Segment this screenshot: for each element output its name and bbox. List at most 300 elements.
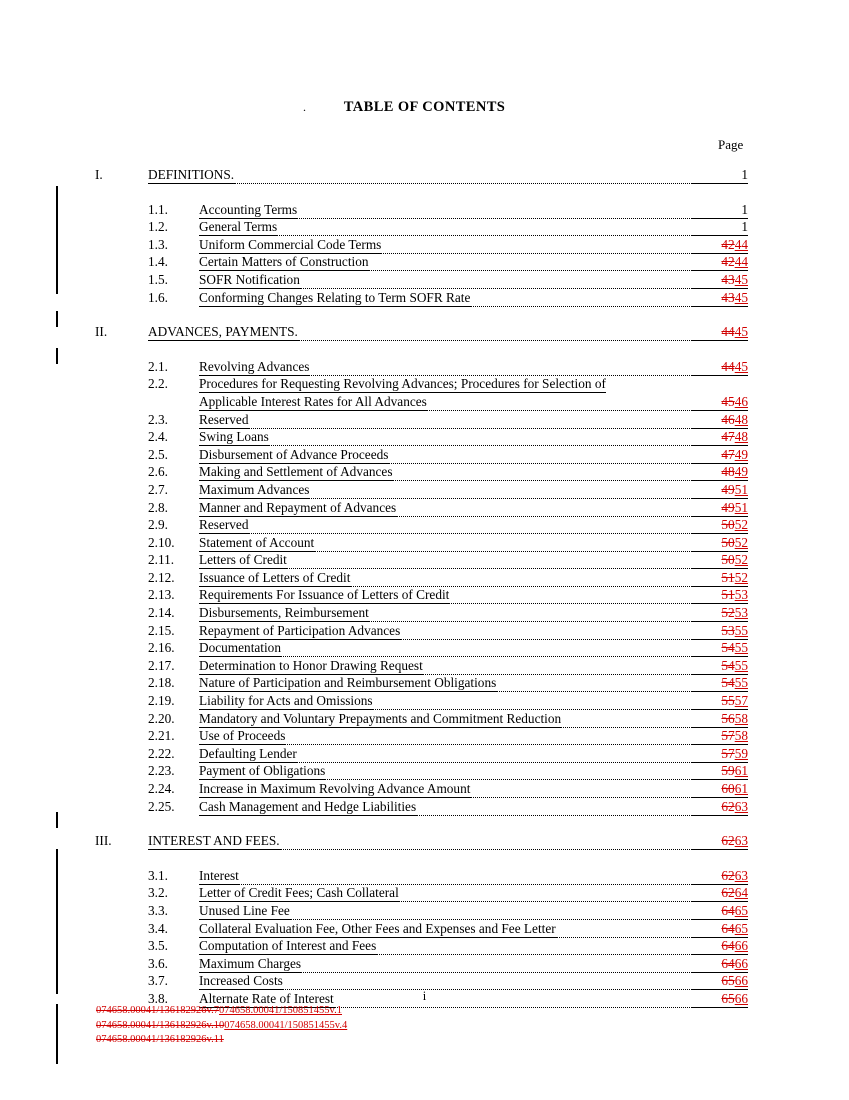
toc-entry-title[interactable]: Conforming Changes Relating to Term SOFR Rate [199, 289, 471, 305]
page-number-deleted: 57 [721, 745, 735, 761]
toc-page-number [692, 623, 748, 640]
toc-entry[interactable] [0, 675, 849, 693]
toc-entry-title[interactable]: Collateral Evaluation Fee, Other Fees and Expenses and Fee Letter [199, 920, 556, 936]
revision-change-bar [56, 1004, 58, 1064]
page-number-deleted: 57 [721, 728, 735, 744]
toc-entry-number: 2.18. [148, 675, 175, 691]
page-number-inserted: 52 [734, 534, 748, 550]
toc-entry-title[interactable]: Increase in Maximum Revolving Advance Amount [199, 781, 471, 796]
toc-entry-number: 2.10. [148, 534, 175, 550]
page-number-deleted: 65 [721, 973, 735, 989]
toc-entry-number: 2.4. [148, 429, 168, 445]
toc-entry-number: 1.1. [148, 201, 168, 217]
page-number-deleted: 54 [721, 640, 735, 656]
toc-entry-title[interactable]: Maximum Charges [199, 955, 302, 971]
page-number-inserted: 45 [734, 324, 748, 340]
toc-entry-number: 3.7. [148, 973, 168, 989]
footer-line-2 [96, 1019, 347, 1034]
toc-page-number [692, 272, 748, 289]
toc-page-number [692, 799, 748, 816]
toc-page-number [692, 833, 748, 850]
toc-entry-number: 2.24. [148, 781, 175, 796]
toc-entry-number: 1.3. [148, 236, 168, 252]
revision-change-bar [56, 348, 58, 364]
table-of-contents [0, 150, 849, 1009]
footer-line-2-new: 074658.00041/150851455v.4 [224, 1019, 348, 1031]
toc-entry[interactable] [0, 552, 849, 570]
toc-page-number [692, 500, 748, 517]
toc-page-number [692, 237, 748, 254]
toc-page-number [692, 482, 748, 499]
toc-entry-title[interactable]: Procedures for Requesting Revolving Advances; Procedures for Selection of [199, 376, 606, 392]
toc-leader-dots [285, 732, 692, 745]
toc-entry[interactable] [0, 921, 849, 939]
page-number-deleted: 49 [721, 481, 735, 497]
toc-entry[interactable] [0, 640, 849, 658]
toc-entry-title[interactable]: Determination to Honor Drawing Request [199, 657, 423, 673]
toc-entry-number: 3.4. [148, 920, 168, 936]
toc-page-number [692, 570, 748, 587]
page-column-header: Page [718, 137, 744, 152]
toc-page-number [692, 693, 748, 710]
toc-page-number [692, 640, 748, 657]
toc-entry-title[interactable]: Maximum Advances [199, 481, 310, 497]
page-number-deleted: 43 [721, 271, 735, 287]
toc-page-number [692, 202, 748, 219]
toc-leader-dots [556, 925, 692, 938]
toc-entry[interactable] [0, 167, 849, 185]
page-number-inserted: 55 [734, 675, 748, 691]
toc-entry[interactable] [0, 254, 849, 272]
toc-entry-number: 2.3. [148, 411, 168, 427]
toc-entry-number: III. [95, 833, 112, 849]
folio-number: i [422, 989, 427, 1003]
toc-entry-title[interactable]: Documentation [199, 640, 281, 656]
toc-entry-number: 1.2. [148, 219, 168, 235]
revision-change-bar [56, 812, 58, 828]
toc-leader-dots [325, 767, 692, 780]
footer-line-3-old: 074658.00041/136182926v.11 [96, 1034, 224, 1045]
toc-entry[interactable] [0, 570, 849, 588]
toc-entry[interactable] [0, 746, 849, 764]
footer-line-2-old: 074658.00041/136182926v.10 [96, 1019, 225, 1031]
toc-entry-title[interactable]: Revolving Advances [199, 358, 310, 374]
page-number-deleted: 62 [721, 885, 735, 901]
toc-entry-number: 3.8. [148, 990, 168, 1006]
page-number-deleted: 64 [721, 938, 735, 954]
toc-entry[interactable] [0, 799, 849, 817]
toc-page-number [692, 359, 748, 376]
page-number-inserted: 44 [734, 254, 748, 270]
toc-entry[interactable] [0, 587, 849, 605]
page-number-inserted: 66 [734, 938, 748, 954]
toc-entry-title[interactable]: Accounting Terms [199, 201, 298, 217]
toc-entry-number: I. [95, 167, 103, 182]
page-number-inserted: 63 [734, 798, 748, 814]
toc-entry-number: 3.5. [148, 938, 168, 954]
page-number-inserted: 49 [734, 464, 748, 480]
toc-leader-dots [314, 539, 692, 552]
toc-entry-number: 2.8. [148, 499, 168, 515]
toc-leader-dots [298, 328, 692, 341]
toc-entry-number: 2.5. [148, 446, 168, 462]
page-number-inserted: 58 [734, 710, 748, 726]
page-number-deleted: 43 [721, 289, 735, 305]
toc-entry[interactable] [0, 781, 849, 799]
toc-entry-number: 2.16. [148, 640, 175, 656]
toc-entry-title[interactable]: Reserved [199, 517, 249, 533]
toc-leader-dots [287, 556, 692, 569]
toc-entry[interactable] [0, 728, 849, 746]
page-number-deleted: 65 [721, 990, 735, 1006]
toc-leader-dots [470, 785, 692, 798]
toc-leader-dots [309, 486, 692, 499]
toc-leader-dots [376, 942, 692, 955]
page-number-inserted: 46 [734, 393, 748, 409]
toc-page-number [692, 324, 748, 341]
toc-entry-number: 2.2. [148, 376, 168, 392]
page-number-inserted: 53 [734, 587, 748, 603]
page-number-deleted: 47 [721, 429, 735, 445]
toc-entry-number: 3.2. [148, 885, 168, 901]
page-number-deleted: 51 [721, 569, 735, 585]
toc-entry-number: 1.6. [148, 289, 168, 305]
toc-page-number [692, 675, 748, 692]
toc-entry-number: 1.5. [148, 271, 168, 287]
page-number-deleted: 49 [721, 499, 735, 515]
page-number-inserted: 45 [734, 271, 748, 287]
toc-entry[interactable] [0, 202, 849, 220]
toc-entry-title[interactable]: Letters of Credit [199, 552, 287, 568]
toc-leader-dots [423, 662, 692, 675]
toc-entry-title[interactable]: Issuance of Letters of Credit [199, 569, 351, 585]
toc-leader-dots [449, 591, 692, 604]
revision-change-bar [56, 849, 58, 994]
toc-entry[interactable] [0, 763, 849, 781]
toc-entry-number: 2.21. [148, 728, 175, 744]
page-number-inserted: 61 [734, 781, 748, 796]
toc-entry-number: II. [95, 324, 108, 340]
page-number-inserted: 65 [734, 920, 748, 936]
toc-entry-title[interactable]: Alternate Rate of Interest [199, 990, 334, 1006]
toc-page-number [692, 956, 748, 973]
toc-page-number [692, 973, 748, 990]
toc-entry-title[interactable]: Reserved [199, 411, 249, 427]
document-footer [96, 1004, 347, 1048]
page-number-deleted: 42 [721, 236, 735, 252]
toc-leader-dots [369, 609, 692, 622]
toc-entry-title[interactable]: Nature of Participation and Reimbursement Obligations [199, 675, 497, 691]
page-number-deleted: 54 [721, 675, 735, 691]
page-number-inserted: 57 [734, 693, 748, 709]
toc-entry-title[interactable]: Manner and Repayment of Advances [199, 499, 397, 515]
toc-leader-dots [277, 223, 692, 236]
page-number-inserted: 65 [734, 902, 748, 918]
toc-leader-dots [470, 294, 692, 307]
toc-entry-number: 2.25. [148, 798, 175, 814]
toc-page-number [692, 254, 748, 271]
toc-page-number [692, 711, 748, 728]
page-number-deleted: 62 [721, 833, 735, 849]
toc-page-number [692, 938, 748, 955]
toc-leader-dots [399, 889, 692, 902]
page-number-value: 1 [741, 219, 748, 235]
toc-entry-title[interactable]: Increased Costs [199, 973, 283, 989]
toc-entry[interactable] [0, 833, 849, 851]
toc-page-number [692, 412, 748, 429]
revision-change-bar [56, 186, 58, 294]
page-number-deleted: 55 [721, 693, 735, 709]
toc-leader-dots [301, 960, 692, 973]
page-number-inserted: 52 [734, 517, 748, 533]
toc-page-number [692, 219, 748, 236]
toc-leader-dots [281, 644, 692, 657]
page-number-deleted: 64 [721, 920, 735, 936]
toc-page-number [692, 535, 748, 552]
toc-entry-number: 2.23. [148, 763, 175, 779]
toc-entry[interactable] [0, 482, 849, 500]
footer-line-1-old: 074658.00041/136182926v.7 [96, 1005, 219, 1016]
toc-leader-dots [248, 416, 692, 429]
toc-entry-title[interactable]: Interest [199, 867, 239, 883]
toc-entry[interactable] [0, 464, 849, 482]
toc-entry[interactable] [0, 412, 849, 430]
page-number-deleted: 50 [721, 552, 735, 568]
page-number-deleted: 50 [721, 517, 735, 533]
toc-entry-number: 3.3. [148, 902, 168, 918]
toc-leader-dots [297, 206, 692, 219]
toc-leader-dots [496, 679, 692, 692]
page-number-deleted: 62 [721, 798, 735, 814]
page-number-inserted: 55 [734, 640, 748, 656]
toc-entry-title[interactable]: Uniform Commercial Code Terms [199, 236, 382, 252]
toc-entry[interactable] [0, 447, 849, 465]
page-number-deleted: 62 [721, 867, 735, 883]
toc-entry-title[interactable]: Liability for Acts and Omissions [199, 693, 373, 709]
toc-leader-dots [373, 697, 692, 710]
toc-page-number [692, 394, 748, 411]
toc-entry-number: 3.6. [148, 955, 168, 971]
page-number-deleted: 53 [721, 622, 735, 638]
footer-line-1-new: 074658.00041/150851455v.1 [219, 1005, 342, 1016]
page-number-deleted: 52 [721, 605, 735, 621]
toc-entry-number: 2.6. [148, 464, 168, 480]
page-number-inserted: 61 [734, 763, 748, 779]
toc-entry[interactable] [0, 500, 849, 518]
page-number-deleted: 54 [721, 657, 735, 673]
toc-entry-title[interactable]: Swing Loans [199, 429, 269, 445]
toc-leader-dots [350, 574, 692, 587]
page-number-inserted: 52 [734, 552, 748, 568]
toc-entry[interactable] [0, 868, 849, 886]
toc-entry-title[interactable]: Mandatory and Voluntary Prepayments and Commitment Reduction [199, 710, 562, 726]
page-number-value: 1 [741, 167, 748, 182]
toc-leader-dots [239, 872, 692, 885]
page-number-inserted: 44 [734, 236, 748, 252]
page-number-inserted: 66 [734, 990, 748, 1006]
toc-leader-dots [396, 504, 692, 517]
toc-entry-title[interactable]: Disbursements, Reimbursement [199, 605, 369, 621]
page-number-inserted: 66 [734, 973, 748, 989]
toc-leader-dots [381, 241, 692, 254]
toc-entry[interactable] [0, 359, 849, 377]
revision-change-bar [56, 311, 58, 327]
page-number-inserted: 58 [734, 728, 748, 744]
toc-entry[interactable] [0, 938, 849, 956]
toc-entry[interactable] [0, 885, 849, 903]
toc-leader-dots [388, 451, 692, 464]
toc-entry-title[interactable]: Making and Settlement of Advances [199, 464, 393, 480]
page-number-deleted: 51 [721, 587, 735, 603]
footer-line-1 [96, 1004, 347, 1019]
page-number-deleted: 45 [721, 393, 735, 409]
toc-entry[interactable] [0, 237, 849, 255]
page-number-deleted: 56 [721, 710, 735, 726]
toc-leader-dots [393, 468, 693, 481]
page-number-deleted: 44 [721, 358, 735, 374]
page-number-inserted: 48 [734, 411, 748, 427]
toc-leader-dots [234, 171, 692, 184]
toc-entry-title[interactable]: Payment of Obligations [199, 763, 326, 779]
toc-entry[interactable] [0, 956, 849, 974]
toc-entry[interactable] [0, 429, 849, 447]
page-number-deleted: 44 [721, 324, 735, 340]
toc-entry-number: 2.20. [148, 710, 175, 726]
footer-line-3 [96, 1033, 347, 1048]
stray-mark: . [303, 100, 306, 114]
toc-page-number [692, 763, 748, 780]
toc-leader-dots [561, 715, 692, 728]
page-number-deleted: 59 [721, 763, 735, 779]
toc-leader-dots [416, 803, 692, 816]
toc-entry[interactable] [0, 517, 849, 535]
page-title: TABLE OF CONTENTS [343, 99, 506, 115]
toc-entry-title[interactable]: Requirements For Issuance of Letters of Credit [199, 587, 450, 603]
toc-entry[interactable] [0, 376, 849, 411]
toc-entry-title[interactable]: Certain Matters of Construction [199, 254, 369, 270]
toc-entry[interactable] [0, 658, 849, 676]
toc-entry-number: 2.11. [148, 552, 175, 568]
page-number-inserted: 51 [734, 499, 748, 515]
toc-entry-number: 1.4. [148, 254, 168, 270]
toc-page-number [692, 447, 748, 464]
page-number-inserted: 66 [734, 955, 748, 971]
toc-page-number [692, 781, 748, 798]
toc-entry-title[interactable]: DEFINITIONS. [148, 167, 235, 182]
toc-page-number [692, 587, 748, 604]
toc-page-number [692, 728, 748, 745]
toc-page-number [692, 903, 748, 920]
toc-page-number [692, 429, 748, 446]
page-number-deleted: 46 [721, 411, 735, 427]
toc-entry-title[interactable]: Cash Management and Hedge Liabilities [199, 798, 417, 814]
toc-entry-number: 2.14. [148, 605, 175, 621]
toc-page-number [692, 605, 748, 622]
toc-leader-dots [280, 837, 692, 850]
toc-page-number [692, 167, 748, 184]
toc-entry-number: 2.17. [148, 657, 175, 673]
toc-page-number [692, 552, 748, 569]
toc-leader-dots [309, 363, 692, 376]
toc-entry-number: 3.1. [148, 867, 168, 883]
toc-entry-title-line2[interactable]: Applicable Interest Rates for All Advances [199, 393, 427, 409]
page-number-inserted: 63 [734, 833, 748, 849]
toc-entry-title[interactable]: Disbursement of Advance Proceeds [199, 446, 389, 462]
toc-entry[interactable] [0, 219, 849, 237]
toc-entry-title[interactable]: INTEREST AND FEES. [148, 833, 280, 849]
page-number-inserted: 45 [734, 358, 748, 374]
toc-leader-dots [400, 627, 692, 640]
toc-entry-title[interactable]: Computation of Interest and Fees [199, 938, 377, 954]
toc-page-number [692, 868, 748, 885]
page-number-inserted: 49 [734, 446, 748, 462]
toc-entry-title[interactable]: Defaulting Lender [199, 745, 297, 761]
toc-leader-dots [269, 433, 692, 446]
toc-entry-title[interactable]: Repayment of Participation Advances [199, 622, 401, 638]
toc-entry-number: 2.7. [148, 481, 168, 497]
toc-page-number [692, 921, 748, 938]
toc-page-number [692, 885, 748, 902]
page-number-deleted: 50 [721, 534, 735, 550]
toc-entry[interactable] [0, 693, 849, 711]
page-number-inserted: 51 [734, 481, 748, 497]
page-number-inserted: 63 [734, 867, 748, 883]
toc-entry[interactable] [0, 290, 849, 308]
toc-entry-title[interactable]: Unused Line Fee [199, 902, 290, 918]
page-number-deleted: 64 [721, 902, 735, 918]
page-number-deleted: 60 [721, 781, 735, 796]
toc-entry[interactable] [0, 324, 849, 342]
toc-entry-number: 2.12. [148, 569, 175, 585]
toc-entry[interactable] [0, 623, 849, 641]
toc-page-number [692, 746, 748, 763]
toc-page-number [692, 658, 748, 675]
toc-entry-number: 2.9. [148, 517, 168, 533]
toc-leader-dots [248, 521, 692, 534]
toc-entry-number: 2.13. [148, 587, 175, 603]
toc-entry-title[interactable]: SOFR Notification [199, 271, 300, 287]
page-number-inserted: 64 [734, 885, 748, 901]
toc-entry[interactable] [0, 711, 849, 729]
toc-entry-number: 2.15. [148, 622, 175, 638]
toc-entry-title[interactable]: Letter of Credit Fees; Cash Collateral [199, 885, 399, 901]
toc-page-number [692, 290, 748, 307]
page-number-value: 1 [741, 201, 748, 217]
toc-page-number [692, 517, 748, 534]
toc-entry[interactable] [0, 903, 849, 921]
page-number-inserted: 45 [734, 289, 748, 305]
page-number-deleted: 64 [721, 955, 735, 971]
toc-entry[interactable] [0, 535, 849, 553]
toc-entry-title[interactable]: ADVANCES, PAYMENTS. [148, 324, 298, 340]
page-number-deleted: 47 [721, 446, 735, 462]
page-number-deleted: 42 [721, 254, 735, 270]
toc-page-number [692, 464, 748, 481]
toc-entry[interactable] [0, 272, 849, 290]
page-number-inserted: 55 [734, 622, 748, 638]
toc-entry-number: 2.22. [148, 745, 175, 761]
page-number-inserted: 53 [734, 605, 748, 621]
page-number-inserted: 55 [734, 657, 748, 673]
toc-entry-title[interactable]: General Terms [199, 219, 278, 235]
toc-entry-title[interactable]: Use of Proceeds [199, 728, 286, 744]
toc-entry-title[interactable]: Statement of Account [199, 534, 315, 550]
page-number-inserted: 52 [734, 569, 748, 585]
toc-entry-number: 2.19. [148, 693, 175, 709]
toc-leader-dots [290, 907, 692, 920]
toc-leader-dots [297, 750, 692, 763]
toc-entry[interactable] [0, 605, 849, 623]
